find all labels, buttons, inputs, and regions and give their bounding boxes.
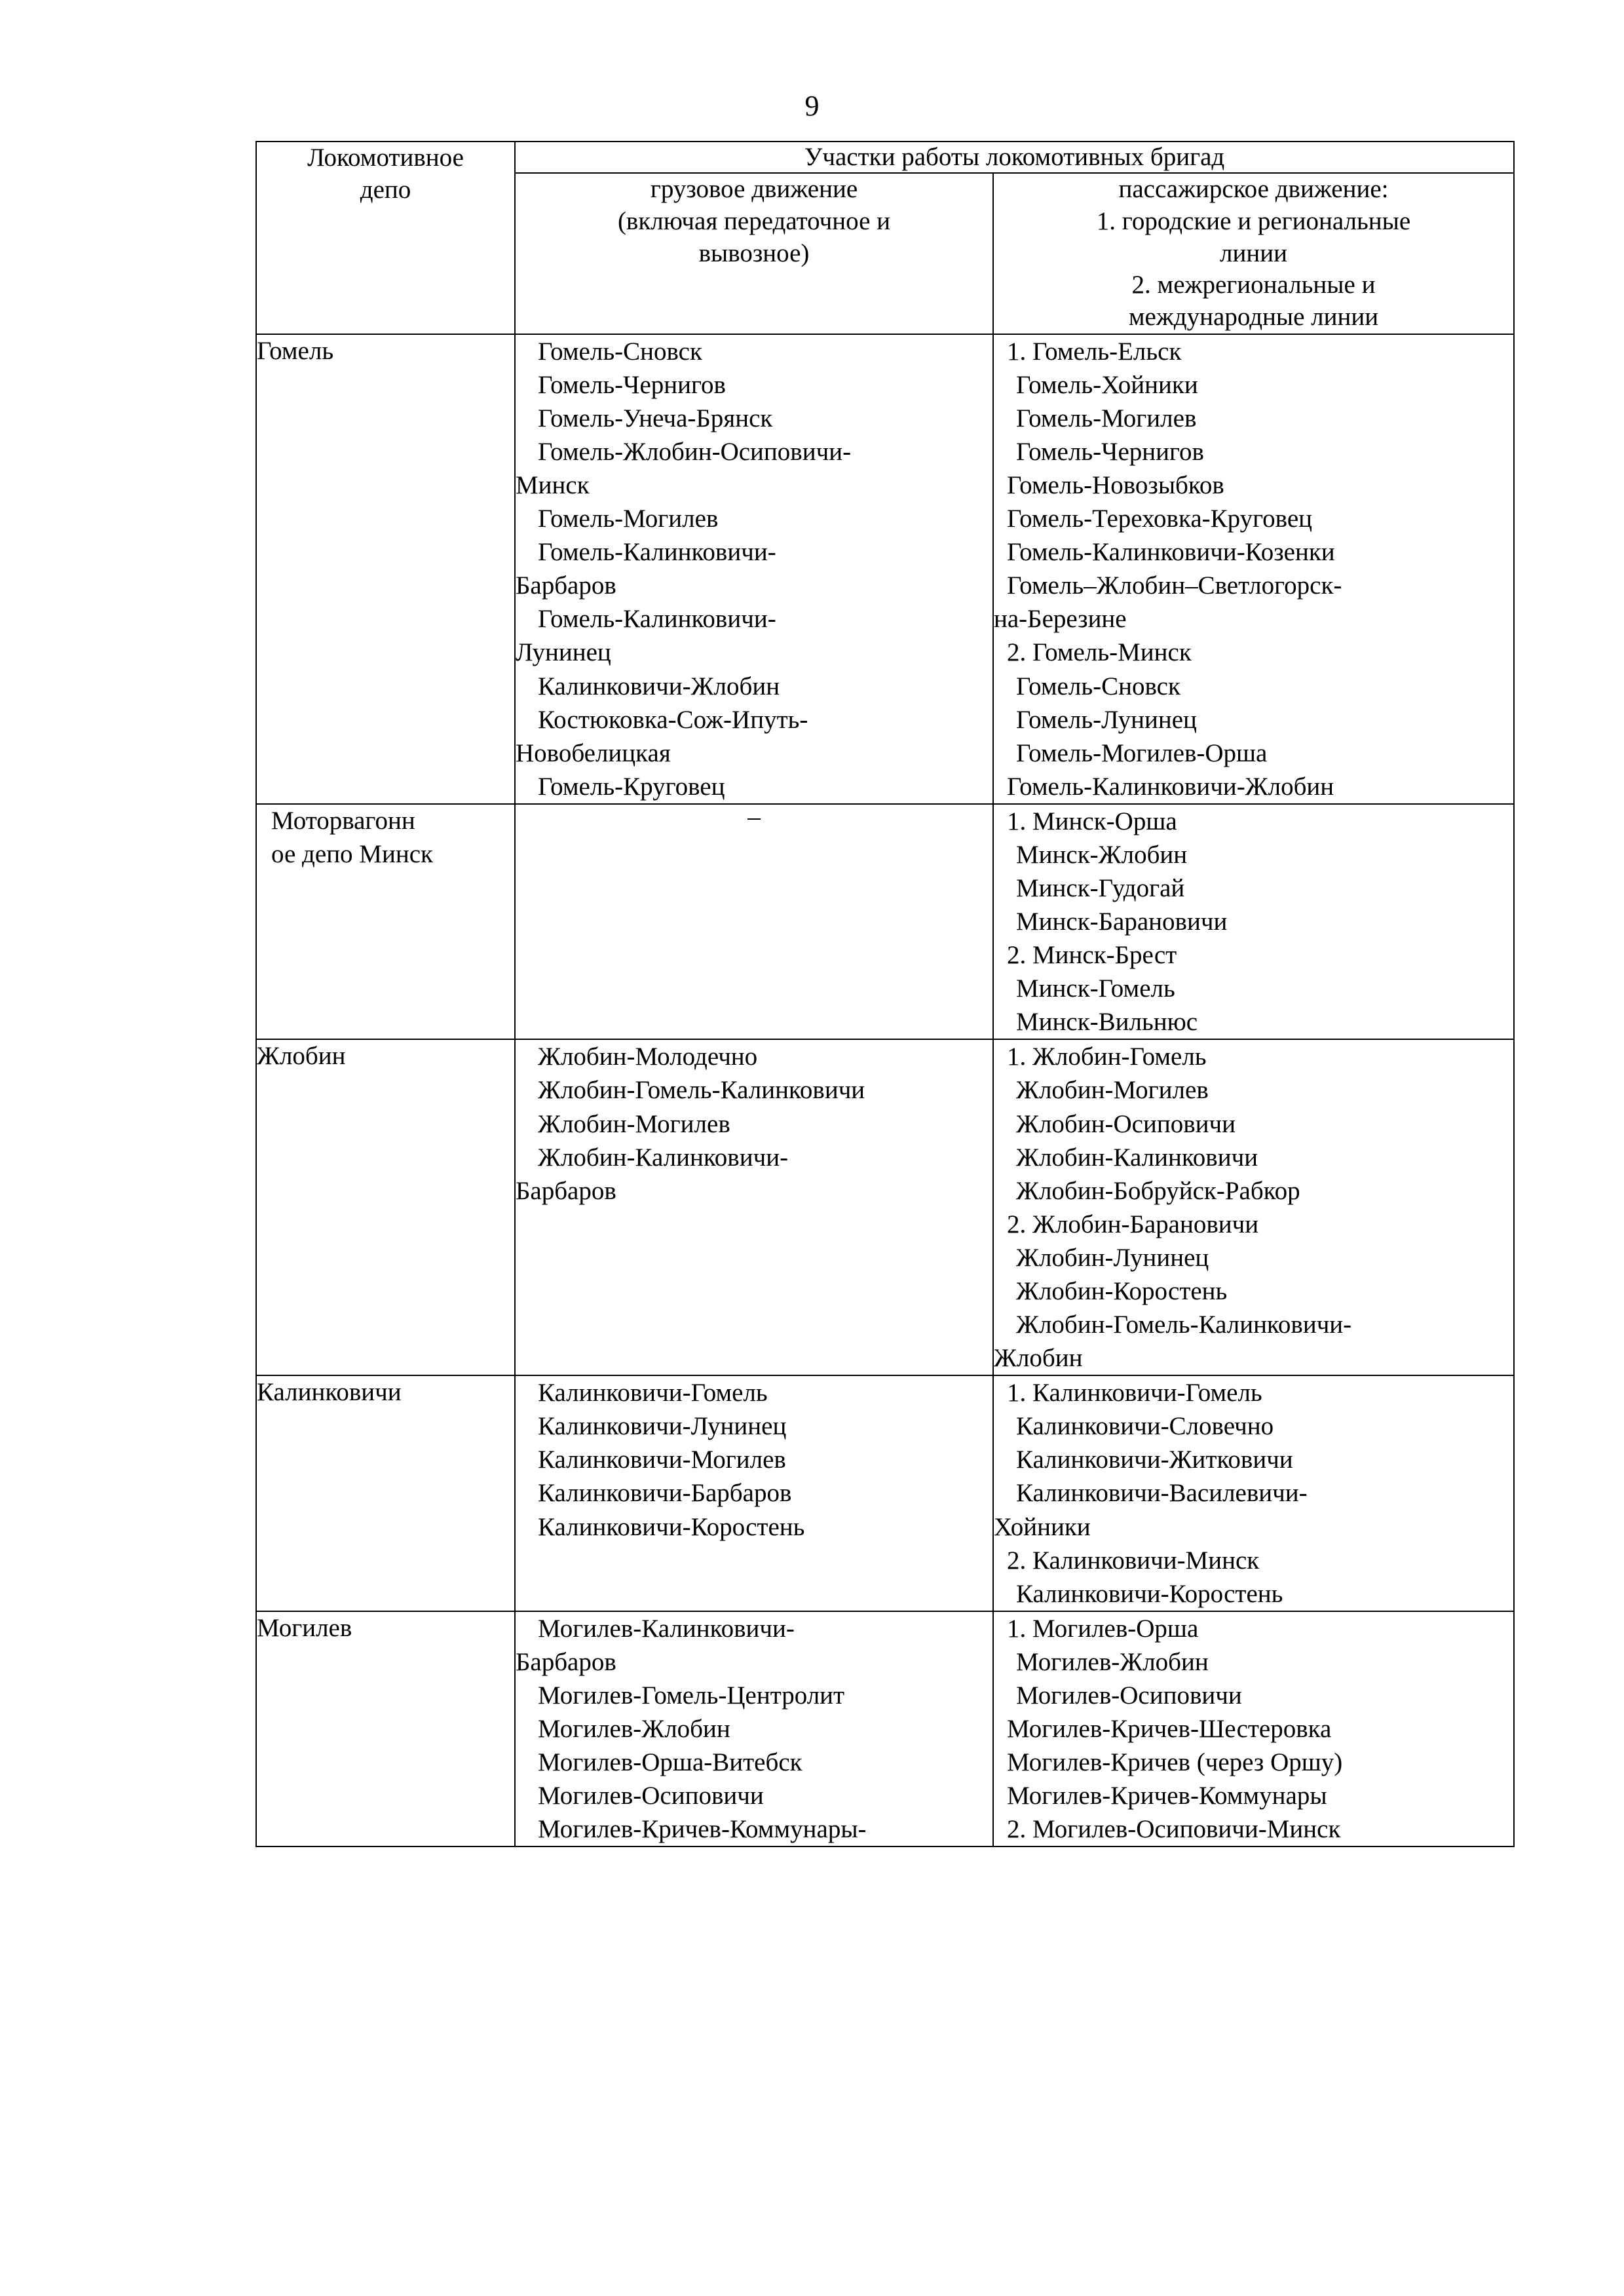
- list-item: Минск-Вильнюс: [1016, 1008, 1198, 1037]
- list-item: Гомель-Чернигов: [538, 370, 726, 399]
- list-item: Могилев-Кричев (через Оршу): [1007, 1748, 1343, 1777]
- freight-routes-empty: [515, 804, 993, 1040]
- list-item: Гомель-Лунинец: [1016, 705, 1197, 734]
- page-number: 9: [804, 90, 820, 122]
- list-item: Гомель-Могилев: [538, 505, 719, 533]
- freight-routes: [515, 1039, 993, 1375]
- list-item: Гомель-Сновск: [1016, 672, 1180, 700]
- list-item: 1. Гомель-Ельск: [1007, 337, 1182, 366]
- depot-name: [256, 804, 515, 1040]
- list-item: 2. Минск-Брест: [1007, 941, 1177, 970]
- list-item: Могилев-Жлобин: [538, 1714, 730, 1743]
- list-item: Жлобин-Калинковичи-: [538, 1143, 789, 1172]
- list-item: Гомель-Калинковичи-Жлобин: [1007, 772, 1334, 801]
- list-item: Могилев-Калинковичи-: [538, 1614, 795, 1643]
- list-item: Хойники: [994, 1512, 1091, 1541]
- list-item: Гомель-Сновск: [538, 337, 702, 366]
- list-item: Калинковичи-Могилев: [538, 1445, 786, 1474]
- list-item: 2. Жлобин-Барановичи: [1007, 1210, 1259, 1238]
- list-item: Калинковичи-Коростень: [538, 1512, 805, 1541]
- list-item: Лунинец: [516, 638, 611, 667]
- header-depot-line1: Локомотивное: [307, 144, 464, 172]
- list-item: Гомель-Жлобин-Осиповичи-: [538, 438, 852, 466]
- list-item: Гомель-Калинковичи-: [538, 605, 776, 634]
- list-item: Могилев-Кричев-Шестеровка: [1007, 1714, 1332, 1743]
- header-passenger-line2: 1. городские и региональные: [1096, 206, 1411, 235]
- list-item: Гомель-Калинковичи-: [538, 538, 776, 567]
- list-item: Могилев-Кричев-Коммунары: [1007, 1782, 1327, 1810]
- table-header-row-group: [256, 142, 1514, 173]
- freight-routes: [515, 1611, 993, 1847]
- list-item: Жлобин-Лунинец: [1016, 1243, 1209, 1272]
- list-item: Минск-Гомель: [1016, 974, 1175, 1003]
- header-cell-group-title: Участки работы локомотивных бригад: [515, 142, 1514, 173]
- passenger-routes: [993, 1611, 1514, 1847]
- freight-routes: [515, 1375, 993, 1611]
- depot-name-line1: Моторвагонн: [271, 806, 415, 835]
- list-item: Костюковка-Сож-Ипуть-: [538, 705, 808, 734]
- list-item: 1. Калинковичи-Гомель: [1007, 1379, 1262, 1407]
- list-item: Жлобин-Молодечно: [538, 1043, 758, 1071]
- list-item: Минск-Жлобин: [1016, 840, 1188, 869]
- list-item: Калинковичи-Василевичи-: [1016, 1479, 1308, 1508]
- list-item: Калинковичи-Гомель: [538, 1379, 768, 1407]
- list-item: 2. Калинковичи-Минск: [1007, 1546, 1260, 1575]
- list-item: Барбаров: [516, 571, 616, 600]
- passenger-routes: [993, 334, 1514, 804]
- locomotive-depot-table: [255, 141, 1515, 1847]
- list-item: Гомель-Унеча-Брянск: [538, 404, 773, 432]
- list-item: Гомель–Жлобин–Светлогорск-: [1007, 571, 1342, 600]
- list-item: Могилев-Жлобин: [1016, 1647, 1209, 1676]
- table-row: [256, 334, 1514, 804]
- header-passenger-line3: линии: [1220, 239, 1287, 267]
- list-item: 2. Могилев-Осиповичи-Минск: [1007, 1815, 1341, 1844]
- header-freight-line2: (включая передаточное и: [617, 206, 891, 235]
- header-depot-line2: депо: [360, 175, 411, 204]
- freight-routes: [515, 334, 993, 804]
- list-item: Могилев-Орша-Витебск: [538, 1748, 803, 1777]
- list-item: 1. Минск-Орша: [1007, 807, 1177, 835]
- list-item: Жлобин-Осиповичи: [1016, 1109, 1236, 1138]
- list-item: Гомель-Хойники: [1016, 370, 1198, 399]
- table-row: [256, 1375, 1514, 1611]
- depot-name: Жлобин: [256, 1039, 515, 1375]
- depot-name-line2: ое депо Минск: [271, 839, 433, 868]
- list-item: Калинковичи-Житковичи: [1016, 1445, 1293, 1474]
- list-item: Жлобин-Бобруйск-Рабкор: [1016, 1176, 1300, 1205]
- list-item: Гомель-Могилев: [1016, 404, 1197, 432]
- header-freight-line3: вывозное): [698, 239, 810, 267]
- list-item: Калинковичи-Лунинец: [538, 1412, 787, 1441]
- passenger-routes: [993, 804, 1514, 1040]
- list-item: Гомель-Чернигов: [1016, 438, 1204, 466]
- header-passenger-line5: международные линии: [1128, 303, 1379, 332]
- list-item: Жлобин-Калинковичи: [1016, 1143, 1258, 1172]
- passenger-routes: [993, 1375, 1514, 1611]
- list-item: Барбаров: [516, 1647, 616, 1676]
- list-item: Жлобин-Могилев: [538, 1109, 730, 1138]
- list-item: Могилев-Кричев-Коммунары-: [538, 1815, 867, 1844]
- list-item: Гомель-Круговец: [538, 772, 725, 801]
- header-cell-freight: [515, 173, 993, 334]
- header-cell-passenger: [993, 173, 1514, 334]
- list-item: Могилев-Осиповичи: [1016, 1681, 1242, 1710]
- list-item: Жлобин-Могилев: [1016, 1076, 1209, 1105]
- list-item: Минск-Барановичи: [1016, 908, 1228, 936]
- table-row: [256, 1039, 1514, 1375]
- locomotive-depot-table-wrapper: [255, 141, 1513, 1847]
- header-passenger-line4: 2. межрегиональные и: [1131, 271, 1376, 299]
- list-item: Калинковичи-Коростень: [1016, 1579, 1283, 1608]
- list-item: Могилев-Осиповичи: [538, 1782, 764, 1810]
- list-item: Гомель-Калинковичи-Козенки: [1007, 538, 1335, 567]
- list-item: Жлобин-Гомель-Калинковичи: [538, 1076, 865, 1105]
- list-item: Жлобин-Коростень: [1016, 1276, 1228, 1305]
- list-item: Гомель-Новозыбков: [1007, 471, 1224, 500]
- list-item: Калинковичи-Жлобин: [538, 672, 780, 700]
- list-item: 1. Могилев-Орша: [1007, 1614, 1199, 1643]
- list-item: Жлобин-Гомель-Калинковичи-: [1016, 1311, 1352, 1339]
- empty-dash: –: [747, 802, 761, 831]
- header-passenger-line1: пассажирское движение:: [1118, 175, 1389, 204]
- depot-name: Могилев: [256, 1611, 515, 1847]
- list-item: 1. Жлобин-Гомель: [1007, 1043, 1207, 1071]
- list-item: Калинковичи-Словечно: [1016, 1412, 1274, 1441]
- header-cell-depot: [256, 142, 515, 334]
- list-item: Калинковичи-Барбаров: [538, 1479, 792, 1508]
- depot-name: Гомель: [256, 334, 515, 804]
- list-item: на-Березине: [994, 605, 1127, 634]
- list-item: 2. Гомель-Минск: [1007, 638, 1192, 667]
- list-item: Могилев-Гомель-Центролит: [538, 1681, 845, 1710]
- header-freight-line1: грузовое движение: [650, 175, 858, 204]
- list-item: Минск-Гудогай: [1016, 874, 1185, 903]
- list-item: Жлобин: [994, 1344, 1083, 1373]
- list-item: Гомель-Могилев-Орша: [1016, 738, 1268, 767]
- list-item: Новобелицкая: [516, 738, 671, 767]
- list-item: Минск: [516, 471, 590, 500]
- table-row: [256, 1611, 1514, 1847]
- list-item: Барбаров: [516, 1176, 616, 1205]
- depot-name: Калинковичи: [256, 1375, 515, 1611]
- list-item: Гомель-Тереховка-Круговец: [1007, 505, 1313, 533]
- passenger-routes: [993, 1039, 1514, 1375]
- table-row: [256, 804, 1514, 1040]
